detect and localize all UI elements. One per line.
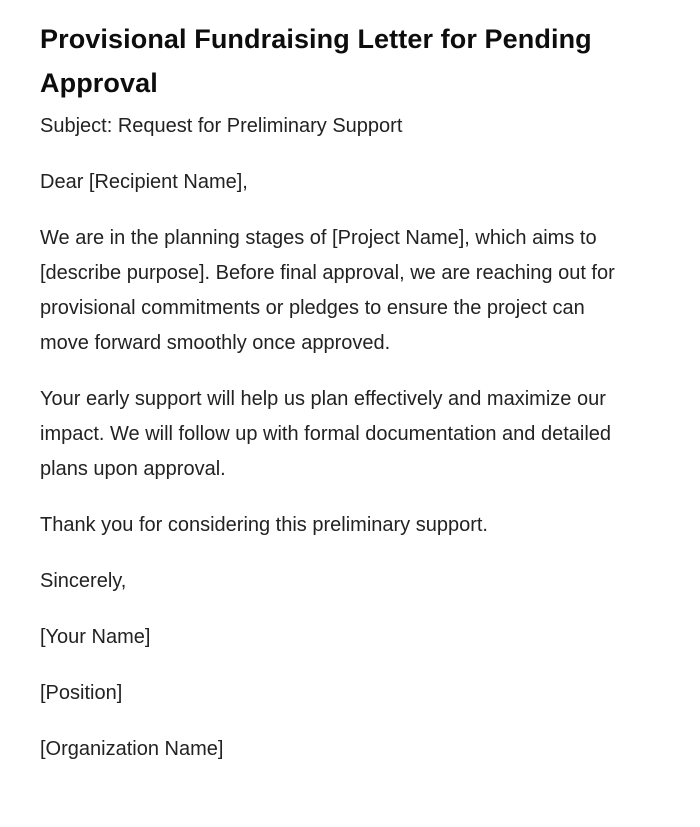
salutation: Dear [Recipient Name], [40,171,248,193]
signature-your-name: [Your Name] [40,626,151,648]
sign-off: Sincerely, [40,570,127,592]
body-paragraph-2: Your early support will help us plan effectively and maximize our impact. We will follow up with formal documentation and detailed plans upon approval. [40,388,612,480]
subject-line: Subject: Request for Preliminary Support [40,115,403,137]
closing-line: Thank you for considering this preliminary support. [40,514,488,536]
signature-organization: [Organization Name] [40,738,224,760]
page-title: Provisional Fundraising Letter for Pending Approval [40,24,592,98]
body-paragraph-1: We are in the planning stages of [Project Name], which aims to [describe purpose]. Before final approval, we are reaching out for provisional commitments or pledges to ensure the project can move forward smoothly once approved. [40,227,615,354]
signature-position: [Position] [40,682,123,704]
letter-document [0,17,700,767]
